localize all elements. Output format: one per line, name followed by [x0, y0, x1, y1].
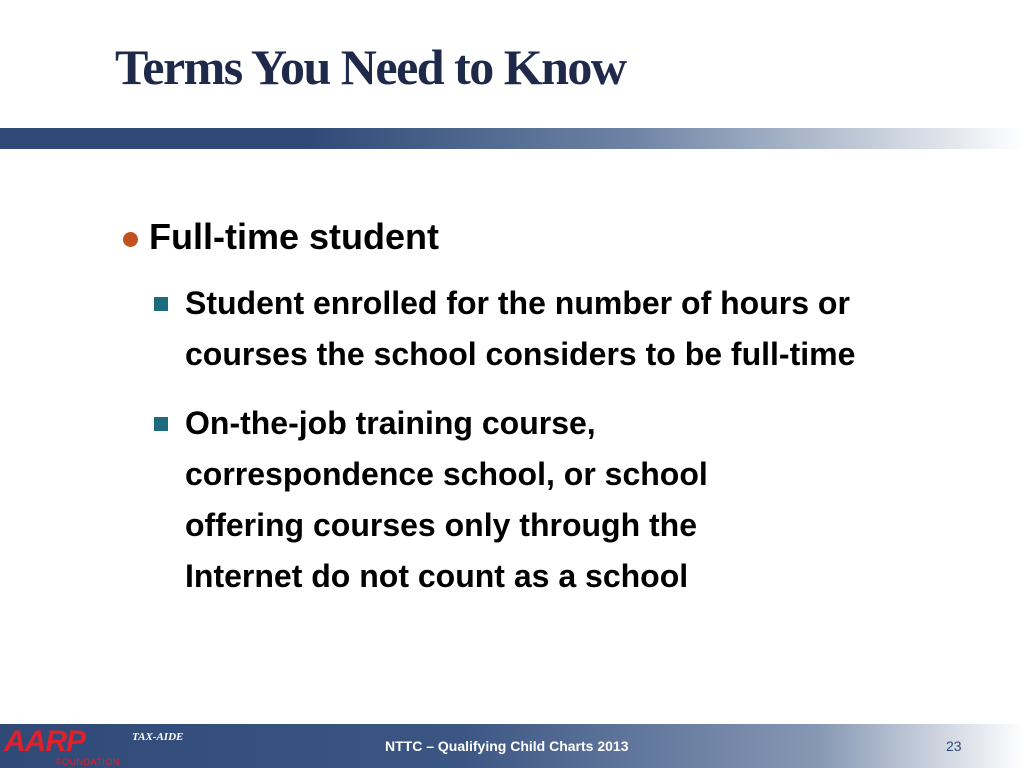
circle-bullet-icon [123, 232, 138, 247]
bullet-item [120, 212, 940, 262]
sub-bullet-text: On-the-job training course, correspondence school, or school offering courses only through the Internet do not count as a school [185, 405, 708, 594]
logo-subtitle: FOUNDATION [56, 757, 120, 767]
footer-bar [0, 724, 1024, 768]
square-bullet-icon [154, 417, 168, 431]
slide-title: Terms You Need to Know [115, 39, 626, 95]
aarp-logo: AARP [4, 725, 86, 758]
sub-bullet-item [154, 398, 940, 602]
bullet-text: Full-time student [149, 216, 439, 257]
footer-text: NTTC – Qualifying Child Charts 2013 [385, 738, 629, 754]
logo-tagline: TAX-AIDE [132, 731, 184, 743]
sub-bullet-item [154, 278, 940, 380]
page-number: 23 [946, 738, 962, 754]
title-divider-bar [0, 128, 1024, 149]
slide-content [120, 212, 940, 620]
sub-bullet-text: Student enrolled for the number of hours or courses the school considers to be full-time [185, 285, 856, 372]
square-bullet-icon [154, 297, 168, 311]
